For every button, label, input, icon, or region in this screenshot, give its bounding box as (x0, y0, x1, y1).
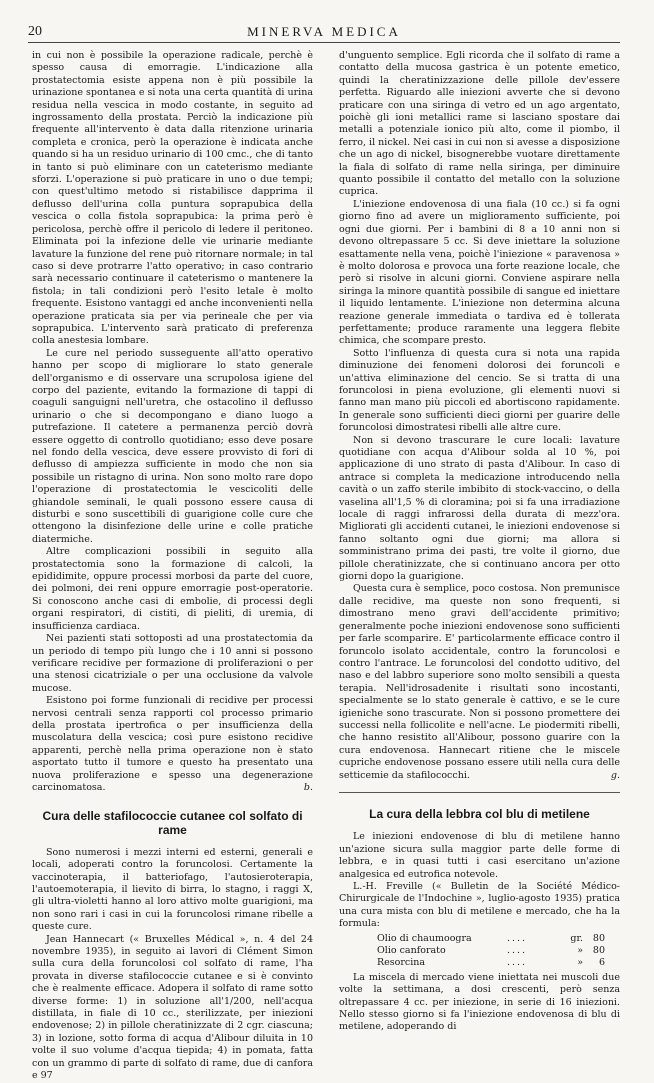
paragraph: Jean Hannecart (« Bruxelles Médical », n. 4 del 24 novembre 1935), in seguito ai lavori di Clément Simon sulla cura della foruncolosi col solfato di rame, l'ha provata in diverse stafilococcie cutanee e si è convinto che è realmente efficace. Adopera il solfato di rame sotto diverse forme: 1) in soluzione all'1/200, nell'acqua distillata, in fiale di 10 cc., sterilizzate, per iniezioni endovenose; 2) in pillole cheratinizzate di 2 cgr. ciascuna; 3) in lozione, sotto forma di acqua d'Alibour diluita in 10 volte il suo volume d'acqua tiepida; 4) in pomata, fatta con un grammo di parte di solfato di rame, due di canfora e 97 (32, 933, 313, 1082)
formula-leader: .... (507, 957, 528, 969)
formula-list (339, 933, 620, 970)
paragraph: Sono numerosi i mezzi interni ed esterni, generali e locali, adoperati contro la foruncolosi. Certamente la vaccinoterapia, il batteriofago, l'autosieroterapia, l'autoemoterapia, il lievito di birra, lo stagno, i raggi X, gli ultra-violetti hanno al loro attivo molte guarigioni, ma non sono rari i casi in cui la foruncolosi rimane ribelle a queste cure. (32, 846, 313, 933)
page-number: 20 (28, 24, 42, 39)
formula-leader: .... (507, 945, 528, 957)
paragraph: Questa cura è semplice, poco costosa. Non premunisce dalle recidive, ma queste non sono frequenti, si dimostrano meno gravi dell'accidente primitivo; generalmente poche iniezioni endovenose sono sufficienti per farle scomparire. E' particolarmente efficace contro il foruncolo isolato accidentale, contro la foruncolosi e contro l'antrace. Le foruncolosi del condotto uditivo, del naso e del labbro superiore sono molto sensibili a questa terapia. Nell'idrosadenite i risultati sono incostanti, specialmente se lo stato generale è cattivo, e se le cure igieniche sono trascurate. Non si possono promettere dei successi nella follicolite e nell'acne. Le piodermiti ribelli, che hanno resistito all'Alibour, possono guarire con la cura endovenosa. Hannecart ritiene che le miscele cupriche endovenose possano essere utili nella cura delle setticemie da stafilococchi. (339, 583, 620, 781)
formula-quantity: 80 (592, 945, 605, 957)
formula-row (377, 945, 620, 957)
formula-quantity: 6 (598, 957, 605, 969)
section-title-lebbra: La cura della lebbra col blu di metilene (369, 807, 590, 822)
page-header (28, 22, 620, 43)
author-initial: b. (303, 782, 313, 794)
paragraph: d'unguento semplice. Egli ricorda che il solfato di rame a contatto della mucosa gastrica è un potente emetico, quindi la cheratinizzazione delle pillole dev'essere perfetta. Riguardo alle iniezioni avverte che si devono praticare con una siringa di vetro ed un ago argentato, poichè gli ioni metallici rame si lasciano spostare dai metalli a potenziale ionico più alto, come il piombo, il ferro, il nickel. Nei casi in cui non si avesse a disposizione che un ago di nickel, bisognerebbe vuotare direttamente la fiala di solfato di rame nella siringa, per diminuire quanto possibile il contatto del metallo con la soluzione cuprica. (339, 50, 620, 198)
paragraph: Nei pazienti stati sottoposti ad una prostatectomia da un periodo di tempo più lungo che i 10 anni si possono verificare recidive per formazione di proliferazioni o per una stenosi cicatriziale o per una occlusione da valvole mucose. (32, 633, 313, 694)
formula-unit: gr. (570, 932, 583, 944)
paragraph: Non si devono trascurare le cure locali: lavature quotidiane con acqua d'Alibour solda al 10 %, poi applicazione di uno strato di pasta d'Alibour. In caso di antrace si completa la medicazione introducendo nella cavità o un zaffo sterile imbibito di stock-vaccino, o della vaselina all'1,5 % di cloramina; poi si fa una irradiazione locale di raggi infrarossi della durata di mezz'ora. Migliorati gli accidenti cutanei, le iniezioni endovenose si fanno soltanto ogni due giorni; ma allora si somministrano prima dei pasti, tre volte il giorno, due pillole cheratinizzate, che si continuano ancora per otto giorni dopo la guarigione. (339, 434, 620, 583)
formula-quantity: 80 (592, 932, 605, 944)
section-divider (339, 792, 620, 793)
formula-leader: .... (507, 932, 528, 944)
right-column (339, 50, 620, 1034)
paragraph: Sotto l'influenza di questa cura si nota una rapida diminuzione dei fenomeni dolorosi dei foruncoli e un'attiva eliminazione del cencio. Se si tratta di una foruncolosi in piena evoluzione, gli elementi nuovi si fanno man mano più piccoli ed abortiscono rapidamente. In generale sono sufficienti dieci giorni per guarire delle foruncolosi dimostratesi ribelli alle altre cure. (339, 347, 620, 434)
formula-row (377, 933, 620, 945)
left-column (32, 50, 313, 1083)
formula-ingredient: Olio canforato (377, 945, 446, 957)
journal-title: MINERVA MEDICA (247, 24, 401, 39)
formula-ingredient: Resorcina (377, 957, 426, 969)
paragraph: Le cure nel periodo susseguente all'atto operativo hanno per scopo di migliorare lo stato generale dell'organismo e di osservare una scrupolosa igiene del corpo del paziente, evitando la formazione di tappi di coaguli sanguigni nell'uretra, che ostacolino il deflusso urinario o che si decompongano e diano luogo a putrefazione. Il catetere a permanenza perciò dovrà essere oggetto di controllo quotidiano; esso deve posare nel fondo della vescica, deve essere provvisto di fori di deflusso di ampiezza sufficiente in modo che non sia possibile un ristagno di urina. Non sono molto rare dopo l'operazione di prostatectomia le vescicoliti delle ghiandole seminali, le quali possono essere causa di disturbi e sono suscettibili di guarigione colle cure che ottengono la disinfezione delle urine e colle pratiche diatermiche. (32, 347, 313, 545)
author-initial: g. (610, 769, 620, 781)
formula-row (377, 957, 620, 969)
paragraph: L.-H. Freville (« Bulletin de la Société Médico-Chirurgicale de l'Indochine », luglio-agosto 1935) pratica una cura mista con blu di metilene e mercado, che ha la formula: (339, 881, 620, 930)
formula-unit: » (577, 957, 583, 969)
paragraph: L'iniezione endovenosa di una fiala (10 cc.) si fa ogni giorno fino ad avere un miglioramento sufficiente, poi ogni due giorni. Per i bambini di 8 a 10 anni non si devono oltrepassare 5 cc. Si deve iniettare la soluzione esattamente nella vena, poichè l'iniezione « paravenosa » è molto dolorosa e provoca una forte reazione locale, che però si risolve in alcuni giorni. Conviene aspirare nella siringa la minore quantità possibile di sangue ed iniettare il liquido lentamente. L'iniezione non determina alcuna reazione generale immediata o tardiva ed è tollerata perfettamente; produce raramente una leggera flebite chimica, che scompare presto. (339, 198, 620, 347)
paragraph: in cui non è possibile la operazione radicale, perchè è spesso causa di emorragie. L'indicazione alla prostatectomia esiste appena non è più possibile la urinazione spontanea e si nota una certa quantità di urina residua nella vescica in modo costante, in seguito ad ingrossamento della prostata. Perciò la indicazione più frequente all'intervento è data dalla ritenzione urinaria completa e cronica, però la operazione è indicata anche quando si ha un residuo urinario di 100 cmc., che di tanto in tanto si può eliminare con un cateterismo mediante sforzi. L'operazione si può praticare in uno o due tempi; con quest'ultimo metodo si ristabilisce dapprima il deflusso dell'urina colla puntura soprapubica della vescica o colla fistola soprapubica: la prima però è pericolosa, perchè offre il pericolo di ledere il peritoneo. Eliminata poi la infezione delle vie urinarie mediante lavature la funzione del rene può ritornare normale; in tal caso si deve protrarre l'atto operativo; in caso contrario sarà necessario continuare il cateterismo o mantenere la fistola; in tali condizioni però l'esito letale è molto frequente. Esistono vantaggi ed anche inconvenienti nella operazione praticata sia per via perineale che per via soprapubica. L'intervento sarà praticato di preferenza colla anestesia lombare. (32, 50, 313, 347)
paragraph: Altre complicazioni possibili in seguito alla prostatectomia sono la formazione di calcoli, la epididimite, oppure processi morbosi da parte del cuore, dei polmoni, dei reni oppure emorragie post-operatorie. Si conoscono anche casi di embolie, di processi degli organi respiratori, di cistiti, di pieliti, di uremia, di insufficienza cardiaca. (32, 546, 313, 632)
paragraph: La miscela di mercado viene iniettata nei muscoli due volte la settimana, a dosi crescenti, però senza oltrepassare 4 cc. per iniezione, in serie di 16 iniezioni. Nello stesso giorno si fa l'iniezione endovenosa di blu di metilene, adoperando di (339, 971, 620, 1033)
formula-ingredient: Olio di chaumoogra (377, 932, 472, 944)
formula-unit: » (577, 945, 583, 957)
paragraph: Le iniezioni endovenose di blu di metilene hanno un'azione sicura sulla maggior parte delle forme di lebbra, e in quasi tutti i casi esercitano un'azione analgesica ed eutrofica notevole. (339, 831, 620, 880)
paragraph: Esistono poi forme funzionali di recidive per processi nervosi centrali senza rapporti col processo primario della prostata ipertrofica o per insufficienza della muscolatura della vescica; così pure esistono recidive apparenti, perchè nella prima operazione non è stato asportato tutto il tumore e questo ha presentato una nuova proliferazione e spesso una degenerazione carcinomatosa. (32, 695, 313, 793)
section-title-stafilococcie: Cura delle stafilococcie cutanee col solfato di rame (42, 808, 303, 837)
